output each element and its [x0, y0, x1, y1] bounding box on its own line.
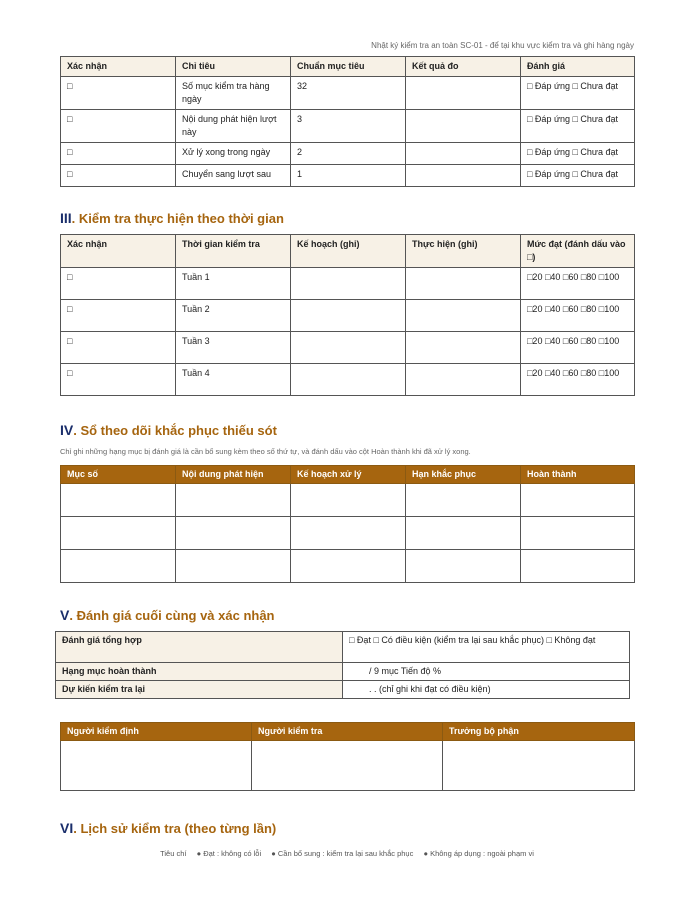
checkbox-cell[interactable]: □: [61, 165, 176, 187]
table-row: [61, 517, 635, 550]
level-cell[interactable]: □20 □40 □60 □80 □100: [521, 268, 635, 300]
col-header: Mục số: [61, 466, 176, 484]
defect-table: [60, 465, 635, 583]
col-header: Trưởng bộ phận: [443, 723, 635, 741]
col-header: Kế hoạch (ghi): [291, 235, 406, 268]
empty-cell[interactable]: [291, 484, 406, 517]
result-cell[interactable]: [406, 165, 521, 187]
table-row: [61, 110, 635, 143]
level-cell[interactable]: □20 □40 □60 □80 □100: [521, 364, 635, 396]
section-title-text: . Sổ theo dõi khắc phục thiếu sót: [73, 423, 277, 438]
table-row: [61, 332, 635, 364]
checkbox-cell[interactable]: □: [61, 300, 176, 332]
plan-cell[interactable]: [291, 268, 406, 300]
section-title-text: . Kiểm tra thực hiện theo thời gian: [71, 211, 284, 226]
level-cell[interactable]: □20 □40 □60 □80 □100: [521, 300, 635, 332]
result-cell[interactable]: [406, 77, 521, 110]
empty-cell[interactable]: [521, 484, 635, 517]
table-header-row: [61, 57, 635, 77]
table-header-row: [61, 235, 635, 268]
target-cell: 3: [291, 110, 406, 143]
checkbox-cell[interactable]: □: [61, 110, 176, 143]
plan-cell[interactable]: [291, 300, 406, 332]
section-title-4: [60, 422, 277, 438]
overall-label: Đánh giá tổng hợp: [56, 632, 343, 663]
table-row: [56, 681, 630, 699]
eval-cell[interactable]: □ Đáp ứng □ Chưa đạt: [521, 77, 635, 110]
table-row: [61, 143, 635, 165]
eval-cell[interactable]: □ Đáp ứng □ Chưa đạt: [521, 165, 635, 187]
period-cell: Tuần 1: [176, 268, 291, 300]
col-header: Thời gian kiểm tra: [176, 235, 291, 268]
checkbox-cell[interactable]: □: [61, 143, 176, 165]
legend-item: ● Đạt : không có lỗi: [196, 849, 262, 858]
table-row: [61, 741, 635, 791]
section-title-6: [60, 820, 276, 836]
header-note: Nhật ký kiểm tra an toàn SC-01 - để tại khu vực kiểm tra và ghi hàng ngày: [371, 41, 634, 50]
table-row: [61, 550, 635, 583]
actual-cell[interactable]: [406, 300, 521, 332]
item-cell: Xử lý xong trong ngày: [176, 143, 291, 165]
signature-cell[interactable]: [443, 741, 635, 791]
col-header: Người kiểm định: [61, 723, 252, 741]
empty-cell[interactable]: [176, 550, 291, 583]
actual-cell[interactable]: [406, 364, 521, 396]
table-row: [61, 165, 635, 187]
col-header: Chuẩn mục tiêu: [291, 57, 406, 77]
col-header: Hạn khắc phục: [406, 466, 521, 484]
item-cell: Số mục kiểm tra hàng ngày: [176, 77, 291, 110]
section-note: Chỉ ghi những hạng mục bị đánh giá là cần bổ sung kèm theo số thứ tự, và đánh dấu vào cột Hoàn thành khi đã xử lý xong.: [60, 447, 471, 456]
actual-cell[interactable]: [406, 268, 521, 300]
signature-table: [60, 722, 635, 791]
table-row: [61, 77, 635, 110]
target-cell: 2: [291, 143, 406, 165]
col-header: Xác nhận: [61, 235, 176, 268]
section-roman: VI: [60, 820, 74, 836]
table-row: [61, 364, 635, 396]
final-eval-table: [55, 631, 630, 699]
signature-cell[interactable]: [61, 741, 252, 791]
complete-value[interactable]: / 9 mục Tiến độ %: [343, 663, 630, 681]
section-roman: V: [60, 607, 70, 623]
empty-cell[interactable]: [61, 517, 176, 550]
target-cell: 32: [291, 77, 406, 110]
empty-cell[interactable]: [176, 517, 291, 550]
col-header: Đánh giá: [521, 57, 635, 77]
table-row: [61, 484, 635, 517]
legend: [60, 849, 634, 858]
col-header: Hoàn thành: [521, 466, 635, 484]
table-row: [56, 663, 630, 681]
table-row: [56, 632, 630, 663]
eval-cell[interactable]: □ Đáp ứng □ Chưa đạt: [521, 143, 635, 165]
plan-cell[interactable]: [291, 332, 406, 364]
checkbox-cell[interactable]: □: [61, 364, 176, 396]
table-row: [61, 300, 635, 332]
col-header: Kết quả đo: [406, 57, 521, 77]
plan-cell[interactable]: [291, 364, 406, 396]
col-header: Mức đạt (đánh dấu vào □): [521, 235, 635, 268]
target-cell: 1: [291, 165, 406, 187]
signature-cell[interactable]: [252, 741, 443, 791]
period-cell: Tuần 4: [176, 364, 291, 396]
section-roman: III: [60, 210, 72, 226]
overall-value[interactable]: □ Đạt □ Có điều kiện (kiểm tra lại sau khắc phục) □ Không đạt: [343, 632, 630, 663]
recheck-value[interactable]: . . (chỉ ghi khi đạt có điều kiện): [343, 681, 630, 699]
checkbox-cell[interactable]: □: [61, 77, 176, 110]
period-cell: Tuần 2: [176, 300, 291, 332]
empty-cell[interactable]: [406, 517, 521, 550]
legend-label: Tiêu chí: [160, 849, 187, 858]
table-header-row: [61, 723, 635, 741]
empty-cell[interactable]: [291, 550, 406, 583]
result-cell[interactable]: [406, 143, 521, 165]
section-title-5: [60, 607, 275, 623]
result-cell[interactable]: [406, 110, 521, 143]
empty-cell[interactable]: [406, 484, 521, 517]
col-header: Thực hiện (ghi): [406, 235, 521, 268]
table-header-row: [61, 466, 635, 484]
legend-item: ● Cần bổ sung : kiểm tra lại sau khắc phục: [271, 849, 414, 858]
period-cell: Tuần 3: [176, 332, 291, 364]
eval-cell[interactable]: □ Đáp ứng □ Chưa đạt: [521, 110, 635, 143]
actual-cell[interactable]: [406, 332, 521, 364]
complete-label: Hạng mục hoàn thành: [56, 663, 343, 681]
col-header: Chỉ tiêu: [176, 57, 291, 77]
table-row: [61, 268, 635, 300]
indicator-table: [60, 56, 635, 187]
level-cell[interactable]: □20 □40 □60 □80 □100: [521, 332, 635, 364]
section-roman: IV: [60, 422, 74, 438]
checkbox-cell[interactable]: □: [61, 332, 176, 364]
empty-cell[interactable]: [406, 550, 521, 583]
empty-cell[interactable]: [61, 550, 176, 583]
empty-cell[interactable]: [521, 517, 635, 550]
empty-cell[interactable]: [61, 484, 176, 517]
col-header: Xác nhận: [61, 57, 176, 77]
legend-item: ● Không áp dụng : ngoài phạm vi: [423, 849, 534, 858]
col-header: Kế hoạch xử lý: [291, 466, 406, 484]
section-title-text: . Đánh giá cuối cùng và xác nhận: [69, 608, 275, 623]
section-title-text: . Lịch sử kiểm tra (theo từng lần): [73, 821, 277, 836]
col-header: Nội dung phát hiện: [176, 466, 291, 484]
empty-cell[interactable]: [176, 484, 291, 517]
schedule-table: [60, 234, 635, 396]
item-cell: Chuyển sang lượt sau: [176, 165, 291, 187]
recheck-label: Dự kiến kiểm tra lại: [56, 681, 343, 699]
section-title-3: [60, 210, 284, 226]
item-cell: Nội dung phát hiện lượt này: [176, 110, 291, 143]
col-header: Người kiểm tra: [252, 723, 443, 741]
empty-cell[interactable]: [521, 550, 635, 583]
empty-cell[interactable]: [291, 517, 406, 550]
checkbox-cell[interactable]: □: [61, 268, 176, 300]
